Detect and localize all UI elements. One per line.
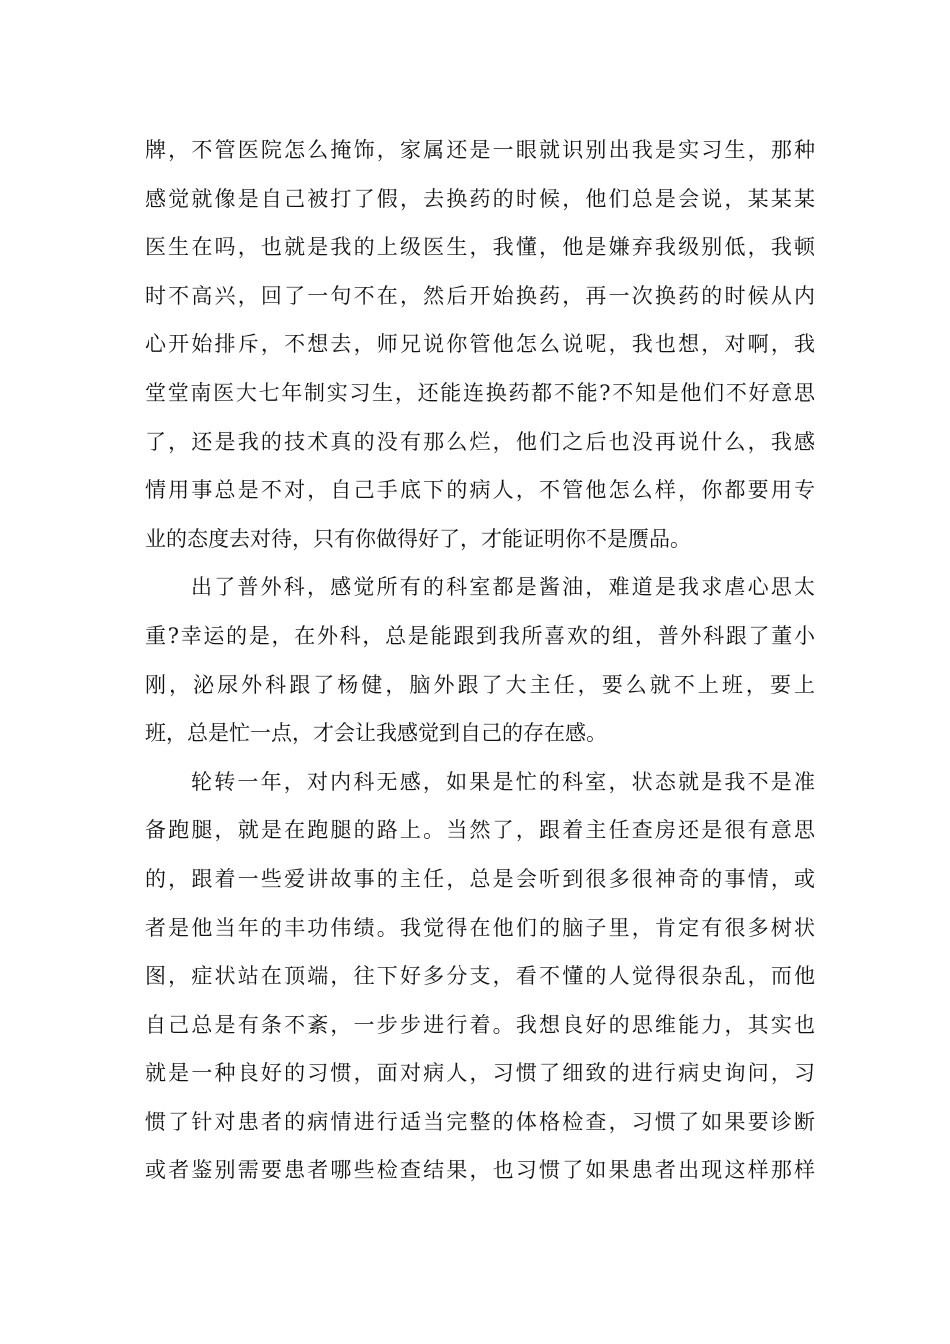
text-line: 者是他当年的丰功伟绩。我觉得在他们的脑子里，肯定有很多树状	[145, 915, 815, 940]
text-line: 或者鉴别需要患者哪些检查结果，也习惯了如果患者出现这样那样	[145, 1158, 815, 1183]
text-line: 图，症状站在顶端，往下好多分支，看不懂的人觉得很杂乱，而他	[145, 964, 815, 989]
paragraph	[145, 758, 815, 1195]
text-line: 刚，泌尿外科跟了杨健，脑外跟了大主任，要么就不上班，要上	[145, 672, 815, 697]
paragraph	[145, 563, 815, 757]
text-line: 了，还是我的技术真的没有那么烂，他们之后也没再说什么，我感	[145, 429, 815, 454]
text-line: 班，总是忙一点，才会让我感觉到自己的存在感。	[145, 721, 607, 746]
text-line: 医生在吗，也就是我的上级医生，我懂，他是嫌弃我级别低，我顿	[145, 235, 815, 260]
text-line: 重?幸运的是，在外科，总是能跟到我所喜欢的组，普外科跟了董小	[145, 623, 815, 648]
text-line: 的，跟着一些爱讲故事的主任，总是会听到很多很神奇的事情，或	[145, 866, 815, 891]
text-line: 备跑腿，就是在跑腿的路上。当然了，跟着主任查房还是很有意思	[145, 818, 815, 843]
text-line: 牌，不管医院怎么掩饰，家属还是一眼就识别出我是实习生，那种	[145, 138, 815, 162]
text-line: 堂堂南医大七年制实习生，还能连换药都不能?不知是他们不好意思	[145, 380, 815, 405]
text-line: 自己总是有条不紊，一步步进行着。我想良好的思维能力，其实也	[145, 1012, 815, 1037]
text-line: 轮转一年，对内科无感，如果是忙的科室，状态就是我不是准	[191, 769, 815, 794]
text-line: 心开始排斥，不想去，师兄说你管他怎么说呢，我也想，对啊，我	[145, 332, 815, 357]
text-line: 感觉就像是自己被打了假，去换药的时候，他们总是会说，某某某	[145, 186, 815, 211]
text-line: 情用事总是不对，自己手底下的病人，不管他怎么样，你都要用专	[145, 478, 815, 503]
document-body	[145, 126, 815, 1195]
paragraph	[145, 126, 815, 563]
text-line: 出了普外科，感觉所有的科室都是酱油，难道是我求虐心思太	[191, 575, 815, 600]
text-line: 时不高兴，回了一句不在，然后开始换药，再一次换药的时候从内	[145, 283, 815, 308]
text-line: 就是一种良好的习惯，面对病人，习惯了细致的进行病史询问，习	[145, 1061, 815, 1086]
text-line: 惯了针对患者的病情进行适当完整的体格检查，习惯了如果要诊断	[145, 1109, 815, 1134]
text-line: 业的态度去对待，只有你做得好了，才能证明你不是赝品。	[145, 526, 691, 551]
